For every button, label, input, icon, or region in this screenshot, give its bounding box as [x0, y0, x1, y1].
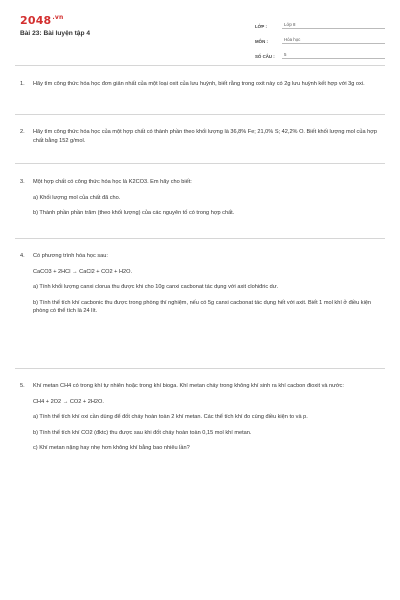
question-part-b: b) Thành phần phần trăm (theo khối lượng) của các nguyên tố có trong hợp chất.: [33, 210, 235, 217]
question-2: [20, 128, 386, 145]
question-text: Một hợp chất có công thức hóa học là K2CO3. Em hãy cho biết:: [33, 179, 192, 185]
meta-value: Lớp 8: [282, 22, 385, 29]
question-4: [20, 252, 386, 316]
question-part-a: a) Tính khối lượng canxi clorua thu được khi cho 10g canxi cacbonat tác dụng với axit clohiđric dư.: [33, 284, 279, 291]
question-part-c: c) Khí metan nặng hay nhẹ hơn không khí bằng bao nhiêu lần?: [33, 445, 190, 452]
question-3: [20, 178, 386, 218]
question-number: 4.: [20, 253, 25, 259]
chemical-equation: CH4 + 2O2 → CO2 + 2H2O.: [33, 398, 104, 405]
divider: [15, 163, 385, 164]
meta-panel: [255, 16, 385, 61]
question-1: [20, 80, 386, 89]
question-part-b: b) Tính thể tích khí cacbonic thu được trong phòng thí nghiệm, nếu có 5g canxi cacbonat tác dụng hết với axit. Biết 1 mol khí ở điều kiện phòng có thể tích là 24 lít.: [33, 299, 372, 315]
question-number: 1.: [20, 81, 25, 87]
meta-row-class: [255, 16, 385, 29]
meta-label: SỐ CÂU :: [255, 54, 275, 59]
site-logo[interactable]: [20, 14, 63, 27]
logo-text: 2048: [20, 14, 52, 27]
divider: [15, 238, 385, 239]
question-text: Hãy tìm công thức hóa học đơn giản nhất của một loại oxit của lưu huỳnh, biết rằng trong oxit này có 2g lưu huỳnh kết hợp với 3g oxi.: [33, 81, 365, 87]
question-5: [20, 382, 386, 453]
question-number: 2.: [20, 129, 25, 135]
meta-label: MÔN :: [255, 39, 268, 44]
logo-suffix: .vn: [52, 14, 64, 22]
question-number: 3.: [20, 179, 25, 185]
meta-value: 5: [282, 52, 385, 59]
question-part-b: b) Tính thể tích khí CO2 (đktc) thu được sau khi đốt cháy hoàn toàn 0,15 mol khí metan.: [33, 429, 252, 436]
question-part-a: a) Khối lượng mol của chất đã cho.: [33, 194, 121, 201]
question-part-a: a) Tính thể tích khí oxi cần dùng để đốt cháy hoàn toàn 2 khí metan. Các thể tích khí đo cùng điều kiện to và p.: [33, 414, 308, 421]
question-number: 5.: [20, 383, 25, 389]
meta-row-count: [255, 46, 385, 59]
question-text: Có phương trình hóa học sau:: [33, 253, 108, 259]
question-text: Khí metan CH4 có trong khí tự nhiên hoặc trong khí biogа. Khí metan cháy trong không khí sinh ra khí cacbon đioxit và nước:: [33, 383, 344, 389]
meta-row-subject: [255, 31, 385, 44]
question-text: Hãy tìm công thức hóa học của một hợp chất có thành phần theo khối lượng là 36,8% Fe; 21,0% S; 42,2% O. Biết khối lượng mol của hợp chất bằng 152 g/mol.: [33, 129, 378, 144]
chemical-equation: CaCO3 + 2HCl → CaCl2 + CO2 + H2O.: [33, 268, 133, 275]
meta-value: Hóa học: [282, 37, 385, 44]
divider: [15, 114, 385, 115]
divider: [15, 65, 385, 66]
document-title: Bài 23: Bài luyện tập 4: [20, 30, 90, 37]
divider: [15, 368, 385, 369]
meta-label: LỚP :: [255, 24, 267, 29]
